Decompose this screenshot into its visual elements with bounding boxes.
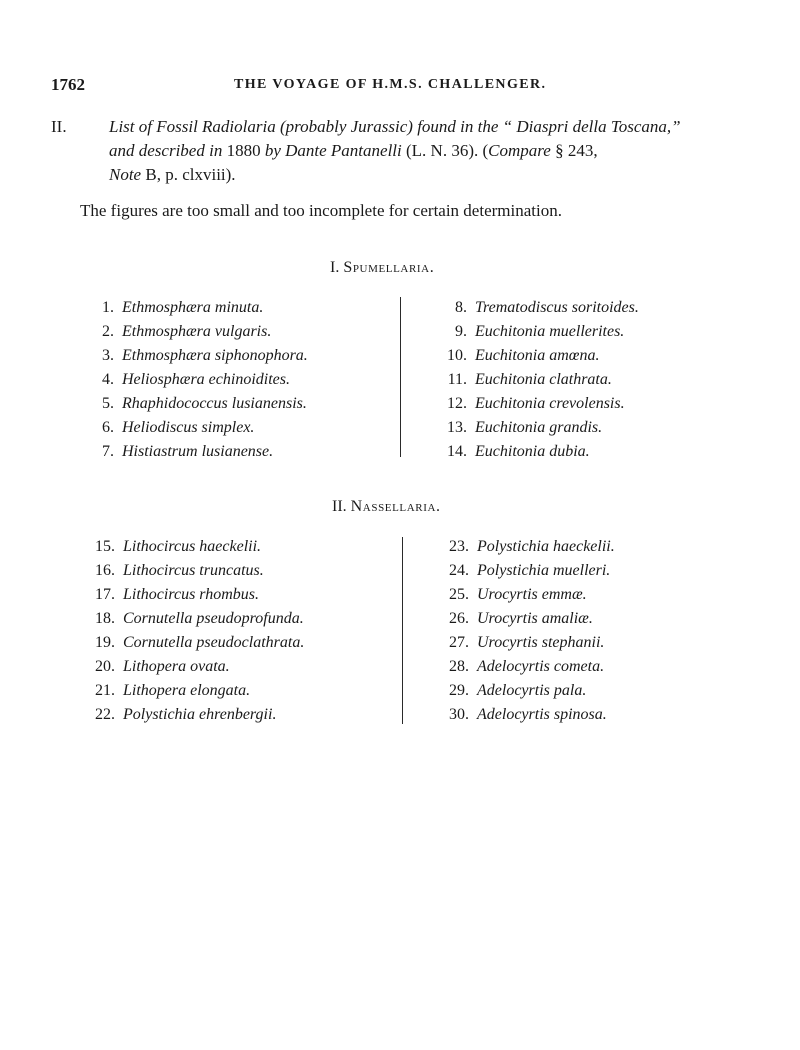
heading-text-page: B, p. clxviii). — [141, 165, 236, 184]
list-item — [430, 296, 639, 320]
item-number: 2. — [102, 323, 114, 340]
heading-text-described: and described in — [109, 141, 223, 160]
item-number: 3. — [102, 347, 114, 364]
species-name: Euchitonia amœna. — [475, 347, 600, 364]
item-number: 1. — [102, 299, 114, 316]
item-number: 20. — [95, 658, 115, 675]
species-name: Cornutella pseudoprofunda. — [123, 610, 304, 627]
species-name: Polystichia ehrenbergii. — [123, 706, 277, 723]
item-number: 27. — [449, 634, 469, 651]
list-item — [80, 631, 304, 655]
item-number: 9. — [455, 323, 467, 340]
species-name: Ethmosphæra vulgaris. — [122, 323, 272, 340]
list-item — [80, 440, 308, 464]
column-divider — [402, 537, 403, 724]
species-name: Ethmosphæra minuta. — [122, 299, 264, 316]
item-number: 15. — [95, 538, 115, 555]
item-number: 16. — [95, 562, 115, 579]
species-name: Euchitonia muellerites. — [475, 323, 625, 340]
list-heading-line-2 — [51, 139, 761, 163]
item-number: 11. — [447, 371, 467, 388]
species-name: Euchitonia grandis. — [475, 419, 603, 436]
list-item — [430, 320, 639, 344]
list-item — [430, 392, 639, 416]
species-name: Euchitonia clathrata. — [475, 371, 612, 388]
item-number: 12. — [447, 395, 467, 412]
list-item — [80, 559, 304, 583]
list-item — [80, 392, 308, 416]
species-name: Urocyrtis emmæ. — [477, 586, 587, 603]
section-title-nassellaria — [332, 498, 441, 516]
item-number: 28. — [449, 658, 469, 675]
species-name: Ethmosphæra siphonophora. — [122, 347, 308, 364]
item-number: 21. — [95, 682, 115, 699]
list-item — [80, 535, 304, 559]
item-number: 23. — [449, 538, 469, 555]
section-title-spumellaria — [330, 259, 434, 277]
species-name: Euchitonia crevolensis. — [475, 395, 625, 412]
list-item — [80, 416, 308, 440]
intro-text: The figures are too small and too incomplete for certain determination. — [80, 201, 562, 220]
list-item — [80, 655, 304, 679]
heading-text-note: Note — [109, 165, 142, 184]
spumellaria-left-column — [80, 296, 308, 464]
item-number: 29. — [449, 682, 469, 699]
list-heading-line-3 — [51, 163, 761, 187]
heading-text-reference: (L. N. 36). ( — [401, 141, 489, 160]
list-item — [80, 703, 304, 727]
list-item — [80, 679, 304, 703]
species-name: Lithopera ovata. — [123, 658, 230, 675]
heading-text-author: by Dante Pantanelli — [264, 141, 402, 160]
item-number: 26. — [449, 610, 469, 627]
item-number: 22. — [95, 706, 115, 723]
item-number: 30. — [449, 706, 469, 723]
species-name: Urocyrtis amaliæ. — [477, 610, 593, 627]
list-item — [80, 320, 308, 344]
list-heading-numeral: II. — [51, 117, 67, 136]
item-number: 13. — [447, 419, 467, 436]
species-name: Lithocircus haeckelii. — [123, 538, 262, 555]
list-heading-line-1 — [51, 115, 761, 139]
section-name: Spumellaria. — [343, 259, 435, 276]
list-item — [433, 607, 615, 631]
list-item — [433, 631, 615, 655]
list-item — [430, 440, 639, 464]
species-name: Trematodiscus soritoides. — [475, 299, 639, 316]
page-number: 1762 — [51, 75, 85, 94]
list-item — [430, 416, 639, 440]
species-name: Polystichia muelleri. — [477, 562, 611, 579]
item-number: 6. — [102, 419, 114, 436]
list-item — [433, 679, 615, 703]
running-title: THE VOYAGE OF H.M.S. CHALLENGER. — [234, 77, 547, 92]
species-name: Rhaphidococcus lusianensis. — [122, 395, 307, 412]
species-name: Heliosphæra echinoidites. — [122, 371, 290, 388]
species-name: Adelocyrtis cometa. — [477, 658, 605, 675]
heading-text-section: § 243, — [550, 141, 598, 160]
species-name: Euchitonia dubia. — [475, 443, 590, 460]
species-name: Cornutella pseudoclathrata. — [123, 634, 305, 651]
section-numeral: I. — [330, 259, 340, 276]
item-number: 19. — [95, 634, 115, 651]
list-item — [80, 607, 304, 631]
item-number: 7. — [102, 443, 114, 460]
list-item — [80, 583, 304, 607]
item-number: 25. — [449, 586, 469, 603]
list-item — [433, 703, 615, 727]
list-heading — [51, 115, 761, 187]
species-name: Lithocircus truncatus. — [123, 562, 264, 579]
item-number: 14. — [447, 443, 467, 460]
list-item — [430, 368, 639, 392]
list-item — [430, 344, 639, 368]
column-divider — [400, 297, 401, 457]
list-item — [433, 655, 615, 679]
item-number: 17. — [95, 586, 115, 603]
spumellaria-right-column — [430, 296, 639, 464]
species-name: Histiastrum lusianense. — [122, 443, 274, 460]
list-item — [80, 368, 308, 392]
species-name: Polystichia haeckelii. — [477, 538, 615, 555]
item-number: 5. — [102, 395, 114, 412]
section-numeral: II. — [332, 498, 347, 515]
species-name: Heliodiscus simplex. — [122, 419, 255, 436]
list-item — [433, 559, 615, 583]
species-name: Lithocircus rhombus. — [123, 586, 260, 603]
item-number: 10. — [447, 347, 467, 364]
item-number: 18. — [95, 610, 115, 627]
list-item — [433, 535, 615, 559]
item-number: 24. — [449, 562, 469, 579]
species-name: Urocyrtis stephanii. — [477, 634, 605, 651]
section-name: Nassellaria. — [350, 498, 441, 515]
nassellaria-left-column — [80, 535, 304, 727]
list-item — [80, 344, 308, 368]
list-item — [433, 583, 615, 607]
item-number: 4. — [102, 371, 114, 388]
list-item — [80, 296, 308, 320]
nassellaria-right-column — [433, 535, 615, 727]
item-number: 8. — [455, 299, 467, 316]
species-name: Adelocyrtis spinosa. — [477, 706, 607, 723]
heading-text-year: 1880 — [222, 141, 265, 160]
heading-text-compare: Compare — [488, 141, 551, 160]
species-name: Adelocyrtis pala. — [477, 682, 587, 699]
species-name: Lithopera elongata. — [123, 682, 251, 699]
list-heading-title: List of Fossil Radiolaria (probably Jurassic) found in the “ Diaspri della Toscana,” — [109, 117, 681, 136]
